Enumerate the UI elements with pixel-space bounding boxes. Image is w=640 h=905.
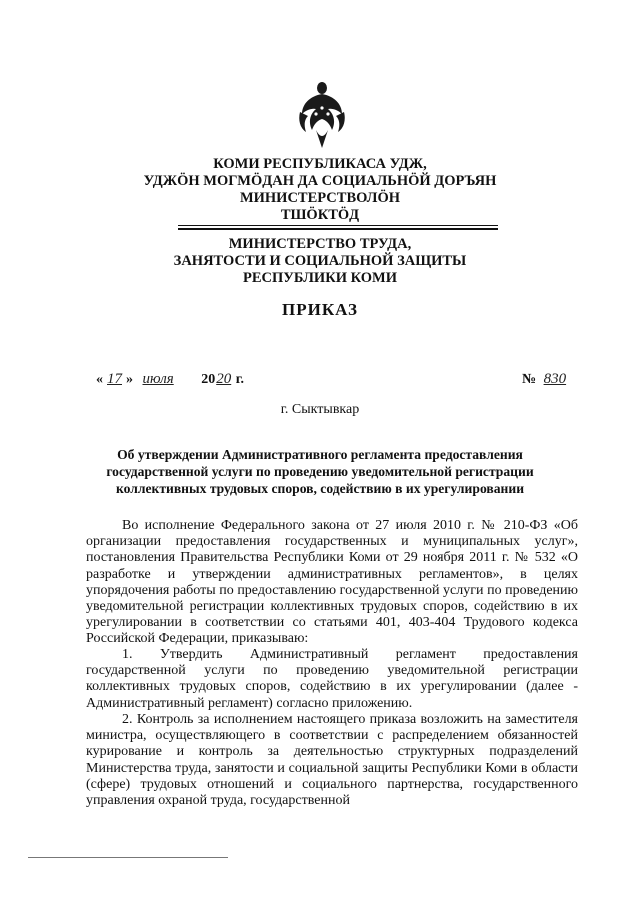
order-title: ПРИКАЗ [282,300,358,319]
header-komi-line: КОМИ РЕСПУБЛИКАСА УДЖ, [213,156,427,172]
header-russian [100,236,540,287]
header-komi-line: МИНИСТЕРСТВОЛӦН [239,190,401,206]
date-year-suffix: 20 [216,371,232,387]
header-komi-line: УДЖӦН МОГМӦДАН ДА СОЦИАЛЬНӦЙ ДОРЪЯН [143,173,497,189]
number-value: 830 [543,371,567,387]
header-divider [178,228,498,230]
paragraph-item-1: 1. Утвердить Административный регламент предоставления государственной услуги по проведению уведомительной регистрации коллективных трудовых споров, содействию в их урегулировании (далее - Административный регламент) согласно приложению. [86,647,578,711]
order-subject [100,446,540,497]
date-day: 17 [107,371,122,387]
header-divider [178,225,498,226]
header-russian-line: МИНИСТЕРСТВО ТРУДА, [228,236,412,252]
paragraph-item-2: 2. Контроль за исполнением настоящего приказа возложить на заместителя министра, осуществляющего в соответствии с распределением обязанностей курирование и контроль за деятельностью структурных подразделений Министерства труда, занятости и социальной защиты Республики Коми в области (сфере) трудовых отношений и социального партнерства, государственного управления охраной труда, государственной [86,712,578,809]
header-komi [100,156,540,224]
header-russian-line: ЗАНЯТОСТИ И СОЦИАЛЬНОЙ ЗАЩИТЫ [173,253,467,269]
header-russian-line: РЕСПУБЛИКИ КОМИ [242,270,398,286]
order-date [96,371,244,388]
subject-line: государственной услуги по проведению уведомительной регистрации [106,464,534,479]
footnote-divider [28,857,228,858]
city: г. Сыктывкар [280,402,360,417]
order-number [522,371,570,388]
number-label: № [522,372,537,387]
date-year-prefix: 20 [201,372,216,387]
date-open-quote: « [96,372,103,387]
date-year-label: г. [232,372,244,387]
header-komi-line: ТШӦКТӦД [280,207,360,223]
subject-line: коллективных трудовых споров, содействию в их урегулировании [115,481,525,496]
date-close-quote: » [126,372,133,387]
komi-emblem-icon [296,78,348,150]
subject-line: Об утверждении Административного регламента предоставления [117,447,523,462]
date-month: июля [142,371,174,387]
paragraph-preamble: Во исполнение Федерального закона от 27 июля 2010 г. № 210-ФЗ «Об организации предоставления государственных и муниципальных услуг», постановления Правительства Республики Коми от 29 ноября 2011 г. № 532 «О разработке и утверждении административных регламентов», в целях упорядочения работы по предоставлению государственной услуги по проведению уведомительной регистрации коллективных трудовых споров, содействию в их урегулировании в соответствии со статьями 401, 403-404 Трудового кодекса Российской Федерации, приказываю: [86,518,578,647]
